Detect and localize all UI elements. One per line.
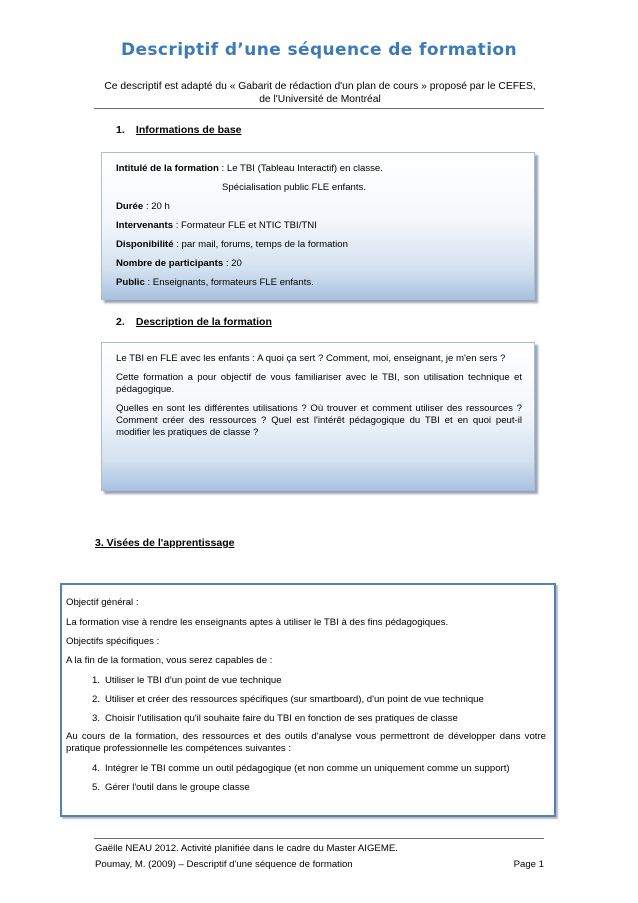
document-subtitle <box>100 80 540 106</box>
competences-intro: Au cours de la formation, des ressources et des outils d'analyse vous permettront de développer dans votre pratique professionnelle les compétences suivantes : <box>66 731 546 754</box>
section-2-number: 2. <box>116 316 125 328</box>
info-row-specialisation: Spécialisation public FLE enfants. <box>222 182 366 193</box>
info-row-public: Public : Enseignants, formateurs FLE enfants. <box>116 277 314 288</box>
info-row-availability: Disponibilité : par mail, forums, temps de la formation <box>116 239 348 250</box>
footer-line-2: Poumay, M. (2009) – Descriptif d'une séquence de formation <box>95 859 353 870</box>
subtitle-line-1: Ce descriptif est adapté du « Gabarit de rédaction d'un plan de cours » proposé par le CEFES, <box>104 81 536 92</box>
objective-item-2: 2. Utiliser et créer des ressources spécifiques (sur smartboard), d'un point de vue technique <box>92 694 484 705</box>
section-1-heading <box>116 124 242 136</box>
document-title: Descriptif d’une séquence de formation <box>120 40 518 60</box>
description-paragraph-2: Cette formation a pour objectif de vous familiariser avec le TBI, son utilisation technique et pédagogique. <box>116 372 522 395</box>
footer-line-1: Gaëlle NEAU 2012. Activité planifiée dans le cadre du Master AIGEME. <box>95 843 398 854</box>
page-number: Page 1 <box>513 859 544 870</box>
section-3-heading <box>95 537 234 549</box>
specific-objectives-label: Objectifs spécifiques : <box>66 636 160 647</box>
specific-objectives-intro: A la fin de la formation, vous serez capables de : <box>66 655 273 666</box>
section-1-number: 1. <box>116 124 125 136</box>
section-2-heading <box>116 316 272 328</box>
competence-item-5: 5. Gérer l'outil dans le groupe classe <box>92 782 250 793</box>
section-3-title: 3. Visées de l'apprentissage <box>95 537 235 549</box>
competence-item-4: 4. Intégrer le TBI comme un outil pédagogique (et non comme un uniquement comme un support) <box>92 763 510 774</box>
objective-item-3: 3. Choisir l'utilisation qu'il souhaite faire du TBI en fonction de ses pratiques de classe <box>92 713 458 724</box>
subtitle-line-2: de l'Université de Montréal <box>259 94 381 105</box>
info-row-duration: Durée : 20 h <box>116 201 170 212</box>
general-objective-text: La formation vise à rendre les enseignants aptes à utiliser le TBI à des fins pédagogiques. <box>66 617 449 628</box>
objective-item-1: 1. Utiliser le TBI d'un point de vue technique <box>92 675 282 686</box>
footer-rule <box>94 838 544 839</box>
info-row-title: Intitulé de la formation : Le TBI (Tableau Interactif) en classe. <box>116 163 383 174</box>
description-paragraph-3: Quelles en sont les différentes utilisations ? Où trouver et comment utiliser des ressources ? Comment créer des ressources ? Quel est l'intérêt pédagogique du TBI et en quoi peut-il modifier les pratiques de classe ? <box>116 403 522 438</box>
section-1-title: Informations de base <box>135 124 242 136</box>
info-row-intervenants: Intervenants : Formateur FLE et NTIC TBI/TNI <box>116 220 317 231</box>
info-row-participants: Nombre de participants : 20 <box>116 258 242 269</box>
section-2-title: Description de la formation <box>135 316 272 328</box>
description-paragraph-1: Le TBI en FLE avec les enfants : A quoi ça sert ? Comment, moi, enseignant, je m'en sers ? <box>116 353 506 364</box>
header-rule <box>94 108 544 109</box>
general-objective-label: Objectif général : <box>66 597 139 608</box>
